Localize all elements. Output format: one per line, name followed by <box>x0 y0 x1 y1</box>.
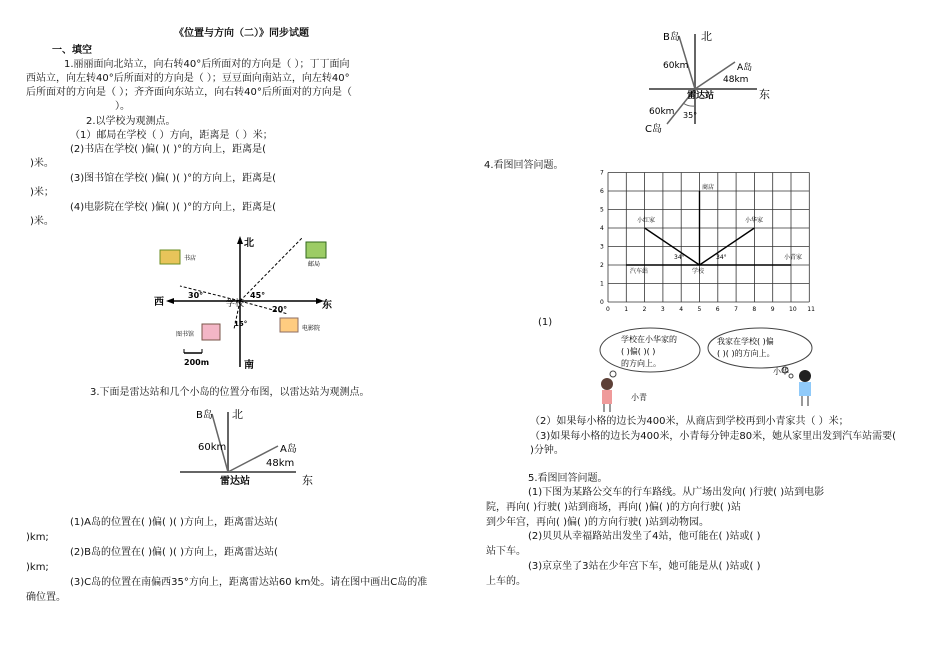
q5-line1: (1)下图为某路公交车的行车路线。从广场出发向( )行驶( )站到电影 <box>528 487 825 498</box>
q1-line4: ）。 <box>115 101 130 112</box>
x-tick-label: 0 <box>606 306 610 313</box>
radar2-station-label: 雷达站 <box>687 91 715 101</box>
radar2-angle-arc <box>683 103 695 106</box>
map1-south-label: 南 <box>244 360 254 371</box>
y-tick-labels <box>600 170 604 307</box>
q4-part1: (1) <box>538 317 553 328</box>
xiaohong-label: 小红家 <box>637 217 656 224</box>
q3-line3a: (3)C岛的位置在南偏西35°方向上，距离雷达站60 km处。请在图中画出C岛的准 <box>70 577 428 588</box>
x-tick-label: 1 <box>624 306 629 313</box>
angle-34-right: 34° <box>716 254 727 261</box>
x-tick-label: 2 <box>642 306 647 313</box>
radar2-east-label: 东 <box>759 88 770 101</box>
q2-line1: （1）邮局在学校（ ）方向，距离是（ ）米； <box>70 130 273 141</box>
radar-map-with-c <box>645 26 775 136</box>
radar2-a-label: A岛 <box>737 63 753 73</box>
bookstore-label: 书店 <box>184 255 197 262</box>
q5-line4: (2)贝贝从幸福路站出发坐了4站，他可能在( )站或( ) <box>528 531 761 542</box>
q5-line6: (3)京京坐了3站在少年宫下车，她可能是从( )站或( ) <box>528 561 761 572</box>
q3-line3b: 确位置。 <box>26 592 66 603</box>
library-building-icon <box>202 324 220 340</box>
q4-intro: 4.看图回答问题。 <box>484 160 564 171</box>
cinema-label: 电影院 <box>302 325 321 332</box>
q2-line3a: (3)图书馆在学校( )偏( )( )°的方向上，距离是( <box>70 173 277 184</box>
post-label: 邮局 <box>308 261 321 268</box>
radar1-station-label: 雷达站 <box>220 476 250 487</box>
x-tick-label: 4 <box>679 306 684 313</box>
x-tick-label: 9 <box>770 306 775 313</box>
section-heading: 一、填空 <box>52 45 92 56</box>
school-direction-map <box>150 232 340 372</box>
shop-label: 商店 <box>702 184 715 191</box>
q2-line3b: )米； <box>30 187 54 198</box>
left-bubble-line1: 学校在小华家的 <box>621 335 677 344</box>
y-tick-label: 7 <box>600 169 604 177</box>
speech-bubbles <box>595 326 825 416</box>
right-bubble-line2: ( )( )的方向上。 <box>717 349 775 358</box>
angle-30: 30° <box>188 291 204 300</box>
q5-line5: 站下车。 <box>486 546 526 557</box>
cinema-building-icon <box>280 318 298 332</box>
x-tick-labels <box>606 306 815 313</box>
radar2-c-distance: 60km <box>649 107 675 117</box>
y-tick-label: 6 <box>600 188 604 195</box>
radar1-b-label: B岛 <box>196 410 213 421</box>
radar-map <box>178 402 328 492</box>
q3-line2a: (2)B岛的位置在( )偏( )( )方向上，距离雷达站( <box>70 547 278 558</box>
q5-line2: 院，再向( )行驶( )站到商场，再向( )偏( )的方向行驶( )站 <box>486 502 741 513</box>
q1-line1: 1.丽丽面向北站立，向右转40°后所面对的方向是（ ）；丁丁面向 <box>64 59 350 70</box>
school-label: 学校 <box>692 268 705 275</box>
xiaohua-label: 小华 <box>773 367 789 376</box>
q3-intro: 3.下面是雷达站和几个小岛的位置分布图，以雷达站为观测点。 <box>90 387 370 398</box>
y-tick-label: 5 <box>600 206 604 214</box>
radar1-north-label: 北 <box>232 408 243 421</box>
q5-intro: 5.看图回答问题。 <box>528 473 608 484</box>
left-bubble-line3: 的方向上。 <box>621 359 661 368</box>
library-label: 图书馆 <box>176 331 195 338</box>
bus-stop-label: 汽车站 <box>630 268 649 275</box>
xiaoqing-girl-icon <box>601 378 613 412</box>
y-tick-label: 2 <box>600 262 604 269</box>
q4-part3a: （3)如果每小格的边长为400米，小青每分钟走80米，她从家里出发到汽车站需要( <box>530 431 896 442</box>
radar1-b-distance: 60km <box>198 442 227 453</box>
y-tick-label: 0 <box>600 299 604 306</box>
left-bubble-line2: ( )偏( )( ) <box>621 347 656 356</box>
radar2-angle-35: 35° <box>683 111 698 120</box>
radar2-c-label: C岛 <box>645 124 662 135</box>
xiaoqing-label: 小青 <box>631 393 647 402</box>
q1-line3: 后所面对的方向是（ ）；齐齐面向东站立，向右转40°后所面对的方向是（ <box>26 87 352 98</box>
angle-15: 15° <box>234 320 248 328</box>
y-tick-label: 1 <box>600 280 604 288</box>
x-tick-label: 11 <box>807 306 815 313</box>
x-tick-label: 5 <box>697 306 702 313</box>
map1-east-label: 东 <box>322 300 332 311</box>
radar1-east-label: 东 <box>302 474 313 487</box>
bookstore-building-icon <box>160 250 180 264</box>
radar2-b-distance: 60km <box>663 61 689 71</box>
angle-45: 45° <box>250 291 266 300</box>
q2-line4b: )米。 <box>30 216 54 227</box>
q3-line2b: )km; <box>26 562 49 573</box>
y-tick-label: 3 <box>600 243 604 251</box>
x-tick-label: 3 <box>660 306 665 313</box>
grid-lines <box>608 173 809 303</box>
map1-center-label: 学校 <box>226 299 245 309</box>
right-bubble-line1: 我家在学校( )偏 <box>717 337 774 346</box>
page-title: 《位置与方向（二）》同步试题 <box>174 28 309 39</box>
grid-map <box>592 166 816 316</box>
q2-line2b: )米。 <box>30 158 54 169</box>
angle-20: 20° <box>272 305 288 314</box>
map1-north-label: 北 <box>244 238 254 249</box>
radar2-north-label: 北 <box>701 30 712 43</box>
q4-part3b: )分钟。 <box>530 445 564 456</box>
north-arrow-icon <box>237 236 243 244</box>
y-tick-label: 4 <box>600 225 604 232</box>
x-tick-label: 7 <box>734 306 738 313</box>
map1-west-label: 西 <box>154 297 164 308</box>
angle-34-left: 34° <box>674 254 685 261</box>
radar1-a-distance: 48km <box>266 458 295 469</box>
scale-label: 200m <box>184 358 210 367</box>
radar2-a-distance: 48km <box>723 75 749 85</box>
q3-line1b: )km; <box>26 532 49 543</box>
x-tick-label: 8 <box>752 306 757 313</box>
radar1-a-label: A岛 <box>280 444 297 455</box>
xiaoqing-label: 小青家 <box>784 254 803 261</box>
radar2-b-label: B岛 <box>663 32 680 43</box>
q2-intro: 2.以学校为观测点。 <box>86 116 176 127</box>
west-arrow-icon <box>166 298 174 304</box>
x-tick-label: 6 <box>715 306 720 313</box>
xiaohua-label: 小华家 <box>745 217 764 224</box>
post-office-building-icon <box>306 242 326 258</box>
q3-line1a: (1)A岛的位置在( )偏( )( )方向上，距离雷达站( <box>70 517 278 528</box>
right-thought-bubble <box>708 328 812 368</box>
q2-line2a: (2)书店在学校( )偏( )( )°的方向上，距离是( <box>70 144 267 155</box>
q1-line2: 西站立，向左转40°后所面对的方向是（ ）；豆豆面向南站立，向左转40° <box>26 73 350 84</box>
x-tick-label: 10 <box>789 306 797 313</box>
q2-line4a: (4)电影院在学校( )偏( )( )°的方向上，距离是( <box>70 202 277 213</box>
xiaohua-boy-icon <box>799 370 811 406</box>
q5-line7: 上车的。 <box>486 576 526 587</box>
q5-line3: 到少年宫，再向( )偏( )的方向行驶( )站到动物园。 <box>486 517 709 528</box>
q4-part2: （2）如果每小格的边长为400米，从商店到学校再到小青家共（ ）米； <box>530 416 849 427</box>
